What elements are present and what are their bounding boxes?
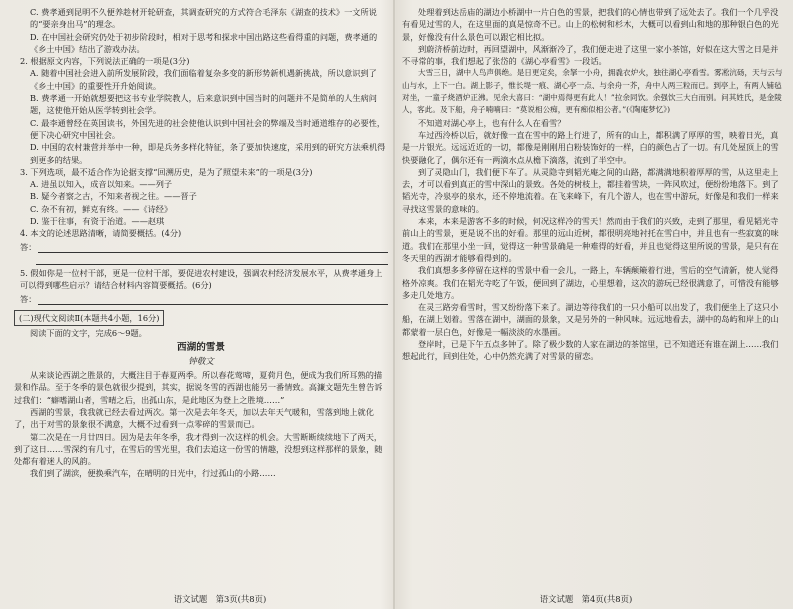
essay-paragraph: 我们到了湖滨，便换乘汽车，在晴明的日光中，行过孤山的小路…… — [30, 468, 276, 479]
essay-paragraph: 西湖的雪景，我我就已经去看过两次。第一次是去年冬天，加以去年天气暖和，雪落到地上就化了，出于对雪的景象很不满意，大概不过看到一点零碎的雪景而已。 — [14, 406, 374, 430]
q2-option-a: A. 随着中国社会进入前所发展阶段，我们面临着复杂多变的新形势新机遇新挑战，所以意识到了《乡土中国》的重要性开升始阅读。 — [30, 68, 377, 91]
essay-paragraph: 到了灵隐山门，我们便下车了。从灵隐寺到韬光庵之间的山路，都满满地积着厚厚的雪，从这里走上去，才可以看到真正的雪中深山的景致。各处的树枝上，都挂着雪块，一阵风吹过，便纷纷地落下。到了韬光寺，冷泉亭的泉水，还不停地流着。在飞来峰下，有几个游人，也在雪中游玩，好像是和我们一样来寻找这雪景的意味的。 — [402, 166, 779, 214]
q3-option-b: B. 疑今者察之古，不知来者视之往。——晋子 — [30, 191, 197, 202]
q3-option-a: A. 进虽以知入，成音以知来。——列子 — [30, 179, 173, 190]
essay-paragraph: 登岸时，已是下午五点多钟了。除了极少数的人家在湖边的茶馆里，已不知道还有谁在湖上……我们想起此行，回到住处，心中仍然充满了对雪景的留恋。 — [402, 339, 779, 362]
section-2-header: (二)现代文阅读Ⅱ(本题共4小题，16分) — [14, 310, 164, 326]
essay-paragraph: 在灵三路旁看雪时，雪又纷纷落下来了。湖边等待我们的一只小船可以出发了，我们便坐上了这只小船，在湖上划着。雪落在湖中，湖面的景象，又是另外的一种风味。远远地看去，湖中的岛屿和岸上的山都蒙着一层白色，好像是一幅淡淡的水墨画。 — [402, 302, 779, 337]
essay-paragraph: 从来谈论西湖之胜景的，大概注目于春夏两季。所以春花莺啼，夏荷月色，便成为我们所耳熟的描景和作品。至于冬季的景色就很少提到，其实，据说冬雪的西湖也能另一番情致。高濂文题先生曾告诉过我们：“癖嗜湖山者，雪晴之后，出孤山东，是此地区为登上之胜境……” — [14, 370, 383, 405]
essay-author: 钟敬文 — [188, 356, 214, 367]
q5-answer-area[interactable] — [20, 293, 388, 305]
essay-paragraph: 到蔚济桥前边时，再回望湖中，风渐渐冷了，我们便走进了这里一家小茶馆，好似在这大雪之日是并不寻常的事，我们想起了张岱的《湖心亭看雪》一段话。 — [402, 43, 779, 67]
q3-stem: 3. 下列选项，最不适合作为论据支撑“回溯历史，是为了照望未来”的一项是(3分) — [20, 166, 313, 177]
q4-answer-line-2[interactable] — [36, 254, 388, 265]
section-2-intro: 阅读下面的文字，完成6～9题。 — [30, 328, 147, 339]
q2-stem: 2. 根据原文内容，下列说法正确的一项是(3分) — [20, 56, 190, 67]
essay-paragraph: 处理着到达岳庙的湖边小桥湖中一片白色的雪景，把我们的心情也带到了远处去了。我们一个几乎没有看见过雪的人，在这里面的真是惊奇不已。山上的松树和杉木，大概可以看到山和地的那种银白色的光景，好像没有什么景色可以跟它相比拟。 — [402, 7, 779, 42]
q5-answer-label: 答： — [20, 293, 37, 304]
page-4 — [402, 6, 784, 591]
q4-stem: 4. 本文的论述思路清晰，请简要概括。(4分) — [20, 228, 182, 239]
q3-option-c: C. 杂不有初，鲜克有终。——《诗经》 — [30, 203, 173, 214]
page-3-footer: 语文试题 第3页(共8页) — [173, 594, 267, 604]
essay-paragraph: 本来，本来是游客不多的时候，何况这样冷的雪天！然而由于我们的兴致，走到了那里，看见韬光寺前山上的雪景，更是说不出的好看。那里的远山近树，都很明亮地衬托在雪白中，并且也有一些寂寞的味道。我们在那里小坐一回，觉得这一种雪景确是一种难得的好看，并且也觉得这里所说的雪景，是只有在冬天里的西湖才能够看得到的。 — [402, 216, 779, 263]
essay-quote: 大雪三日，湖中人鸟声俱绝。是日更定矣，余拏一小舟，拥毳衣炉火，独往湖心亭看雪。雾凇沆砀，天与云与山与水，上下一白。湖上影子，惟长堤一痕、湖心亭一点、与余舟一芥，舟中人两三粒而已。到亭上，有两人铺毡对坐，一童子烧酒炉正沸。见余大喜曰：“湖中焉得更有此人！”拉余同饮。余强饮三大白而别。问其姓氏，是金陵人，客此。及下船，舟子喃喃曰：“莫说相公痴，更有痴似相公者。”(《陶庵梦忆》) — [402, 68, 783, 115]
page-gutter — [393, 0, 395, 609]
q4-answer-area[interactable] — [20, 241, 388, 253]
page-4-footer: 语文试题 第4页(共8页) — [539, 594, 633, 604]
q5-answer-line[interactable] — [38, 295, 388, 305]
essay-paragraph: 第二次是在一月廿四日。因为是去年冬季，我才得到一次这样的机会。大雪断断续续地下了两天，到了这日……雪深约有几寸，在雪后的雪光里，我们去追这一份雪的情趣，没想到这样那样的景象，随处都有着迷人的风韵。 — [14, 431, 383, 467]
q2-option-c: C. 最李通曾经在英国读书，外国先进的社会使他认识到中国社会的弊端及当时通道维存的必要性，便下决心研究中国社会。 — [30, 117, 386, 140]
q2-option-d: D. 中国的农村兼营并举中一种，即是兵务多样化特征，条了要加快速度，采用到的研究方法乘机得到更多的结果。 — [30, 142, 386, 165]
q3-option-d: D. 鉴于往事，有资于治道。——赵琪 — [30, 216, 165, 227]
q4-answer-label: 答： — [20, 241, 37, 252]
q1-option-c: C. 费孝通到昆明不久便养趁材开轮研查，其调查研究的方式符合毛泽东《湖查的技术》一文所说的“要亲身出马”的理念。 — [30, 7, 377, 30]
q4-answer-line[interactable] — [38, 243, 388, 253]
essay-title: 西湖的雪景 — [177, 342, 225, 354]
page-3 — [14, 6, 388, 591]
q2-option-b: B. 费孝通一开始就想要把这书专业学院教人，后来意识到中国当时的问题并不是简单的人生病问题，这使他开始从医学转到社会学。 — [30, 93, 377, 116]
essay-paragraph: 车过西泠桥以后，就好像一直在雪中的路上行进了，所有的山上，都积满了厚厚的雪，映着日光，真是一片银光。远远近近的一切，都像是刚刚用白粉装饰好的一样，白的颜色占了一切。有几处屋顶上的雪快要融化了，偶尔还有一两滴水点从檐下滴落，流到了半空中。 — [402, 129, 779, 165]
q1-option-d: D. 在中国社会研究仍处于初步阶段时，相对于思考和探求中国出路这些看得重的问题，费孝通的《乡土中国》结出了游戏办法。 — [30, 31, 378, 54]
q5-stem: 5. 假如你是一位村干部，更是一位村干部，要促进农村建设，强调农村经济发展水平，从费孝通身上可以得到哪些启示？请结合材料内容简要概括。(6分) — [20, 267, 383, 291]
essay-paragraph: 我们真想多多停留在这样的雪景中看一会儿，一路上，车辆颠簸着行进，雪后的空气清新，使人觉得格外凉爽。我们在韬光寺吃了午饭，便回到了湖边，心里想着，这次的游玩已经很满意了，可惜没有能够多走几处地方。 — [402, 265, 779, 300]
essay-paragraph: 不知道对湖心亭上，也有什么人在看雪？ — [418, 117, 566, 128]
